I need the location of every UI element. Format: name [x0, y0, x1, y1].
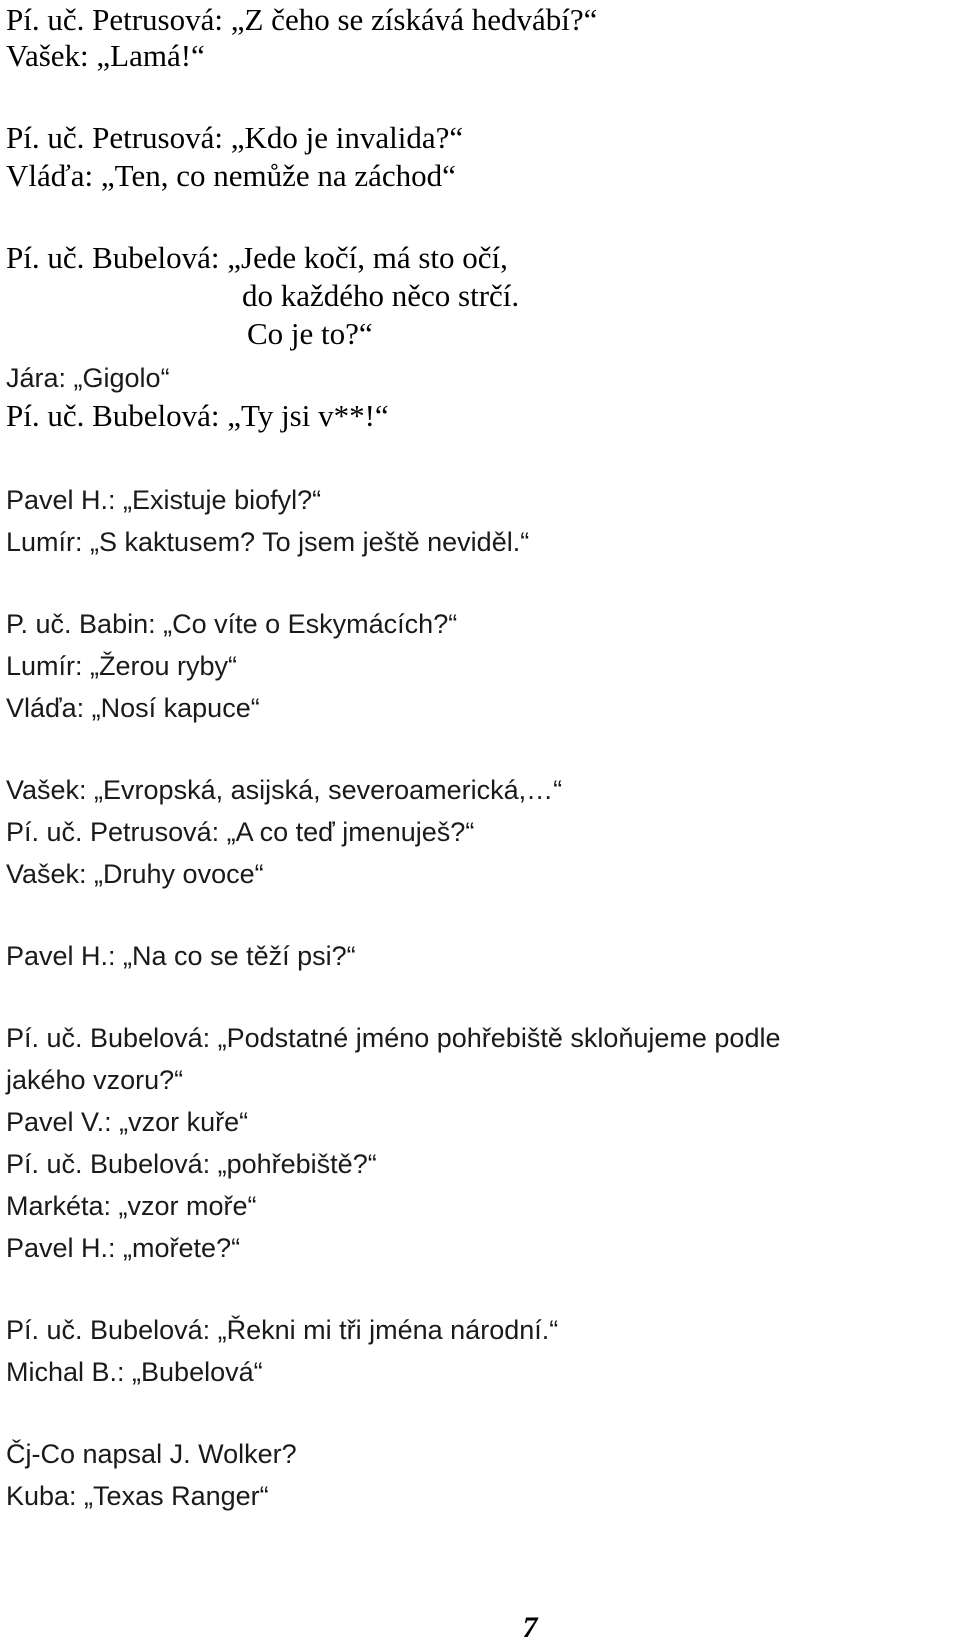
dialogue-line: Michal B.: „Bubelová“ [6, 1357, 263, 1387]
dialogue-line: Co je to?“ [247, 316, 373, 351]
dialogue-line: Pí. uč. Bubelová: „pohřebiště?“ [6, 1149, 377, 1179]
dialogue-line: Pí. uč. Petrusová: „A co teď jmenuješ?“ [6, 817, 475, 847]
dialogue-line: Jára: „Gigolo“ [6, 363, 170, 393]
dialogue-line: Pí. uč. Bubelová: „Řekni mi tři jména národní.“ [6, 1315, 559, 1345]
dialogue-line: jakého vzoru?“ [6, 1065, 184, 1095]
dialogue-line: Vašek: „Druhy ovoce“ [6, 859, 264, 889]
page-number: 7 [522, 1611, 538, 1644]
dialogue-line: Pí. uč. Bubelová: „Ty jsi v**!“ [6, 398, 389, 433]
dialogue-line: Lumír: „S kaktusem? To jsem ještě neviděl.“ [6, 527, 530, 557]
dialogue-line: Lumír: „Žerou ryby“ [6, 651, 238, 681]
dialogue-line: Pí. uč. Bubelová: „Jede kočí, má sto očí, [6, 240, 508, 275]
dialogue-line: Kuba: „Texas Ranger“ [6, 1481, 269, 1511]
dialogue-line: Pí. uč. Petrusová: „Kdo je invalida?“ [6, 120, 464, 155]
dialogue-line: Vašek: „Evropská, asijská, severoamerická,…“ [6, 775, 563, 805]
dialogue-line: Markéta: „vzor moře“ [6, 1191, 257, 1221]
dialogue-line: Pavel H.: „Na co se těží psi?“ [6, 941, 356, 971]
dialogue-line: Pí. uč. Petrusová: „Z čeho se získává hedvábí?“ [6, 2, 598, 37]
dialogue-line: P. uč. Babin: „Co víte o Eskymácích?“ [6, 609, 458, 639]
dialogue-line: Čj-Co napsal J. Wolker? [6, 1439, 297, 1469]
dialogue-line: Pavel V.: „vzor kuře“ [6, 1107, 249, 1137]
dialogue-line: do každého něco strčí. [242, 278, 520, 313]
dialogue-line: Pavel H.: „mořete?“ [6, 1233, 241, 1263]
dialogue-line: Vláďa: „Ten, co nemůže na záchod“ [6, 158, 456, 193]
dialogue-line: Pí. uč. Bubelová: „Podstatné jméno pohřebiště skloňujeme podle [6, 1023, 781, 1053]
dialogue-line: Vašek: „Lamá!“ [6, 38, 205, 73]
dialogue-line: Pavel H.: „Existuje biofyl?“ [6, 485, 322, 515]
dialogue-line: Vláďa: „Nosí kapuce“ [6, 693, 260, 723]
